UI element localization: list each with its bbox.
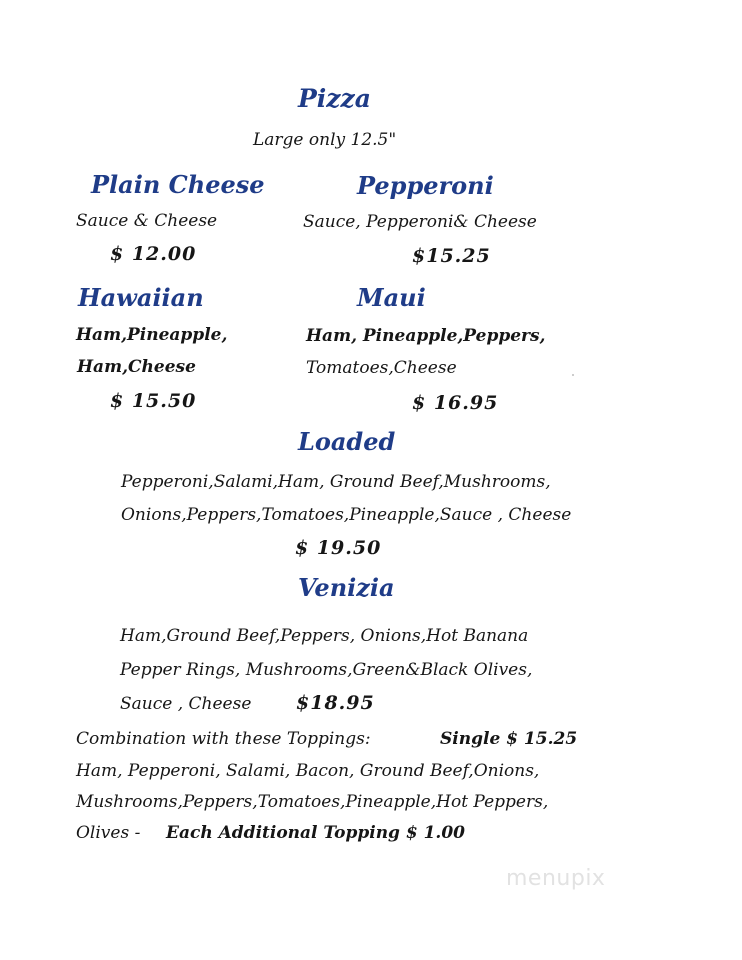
item-desc-maui-line2: Tomatoes,Cheese <box>306 358 457 378</box>
size-note: Large only 12.5" <box>253 130 397 150</box>
combination-toppings-line1: Ham, Pepperoni, Salami, Bacon, Ground Beef,Onions, <box>76 761 540 781</box>
item-desc-maui-line1: Ham, Pineapple,Peppers, <box>306 326 546 346</box>
item-desc-hawaiian-line1: Ham,Pineapple, <box>76 325 228 345</box>
item-desc-loaded-line1: Pepperoni,Salami,Ham, Ground Beef,Mushrooms, <box>121 472 551 492</box>
item-desc-venizia-line3: Sauce , Cheese <box>120 694 252 714</box>
item-desc-venizia-line2: Pepper Rings, Mushrooms,Green&Black Olives, <box>120 660 533 680</box>
scan-speck <box>572 374 574 376</box>
item-price-maui: $ 16.95 <box>412 392 499 414</box>
item-name-loaded: Loaded <box>298 427 396 456</box>
item-price-hawaiian: $ 15.50 <box>110 390 197 412</box>
item-price-loaded: $ 19.50 <box>295 537 382 559</box>
item-name-venizia: Venizia <box>298 573 395 602</box>
combination-single-price: Single $ 15.25 <box>440 729 578 749</box>
combination-toppings-line3: Olives - <box>76 823 141 843</box>
additional-topping-price: Each Additional Topping $ 1.00 <box>166 823 466 843</box>
item-desc-hawaiian-line2: Ham,Cheese <box>77 357 196 377</box>
item-name-maui: Maui <box>357 283 426 312</box>
item-price-plain-cheese: $ 12.00 <box>110 243 197 265</box>
item-price-pepperoni: $15.25 <box>412 245 491 267</box>
item-name-plain-cheese: Plain Cheese <box>91 170 265 199</box>
section-title-pizza: Pizza <box>298 84 371 113</box>
item-desc-pepperoni: Sauce, Pepperoni& Cheese <box>303 212 537 232</box>
watermark: menupix <box>506 866 606 891</box>
combination-intro: Combination with these Toppings: <box>76 729 371 749</box>
item-price-venizia: $18.95 <box>296 692 375 714</box>
item-desc-plain-cheese: Sauce & Cheese <box>76 211 218 231</box>
combination-toppings-line2: Mushrooms,Peppers,Tomatoes,Pineapple,Hot Peppers, <box>76 792 549 812</box>
item-name-hawaiian: Hawaiian <box>78 283 204 312</box>
item-desc-loaded-line2: Onions,Peppers,Tomatoes,Pineapple,Sauce , Cheese <box>121 505 572 525</box>
item-desc-venizia-line1: Ham,Ground Beef,Peppers, Onions,Hot Banana <box>120 626 529 646</box>
item-name-pepperoni: Pepperoni <box>357 171 494 200</box>
